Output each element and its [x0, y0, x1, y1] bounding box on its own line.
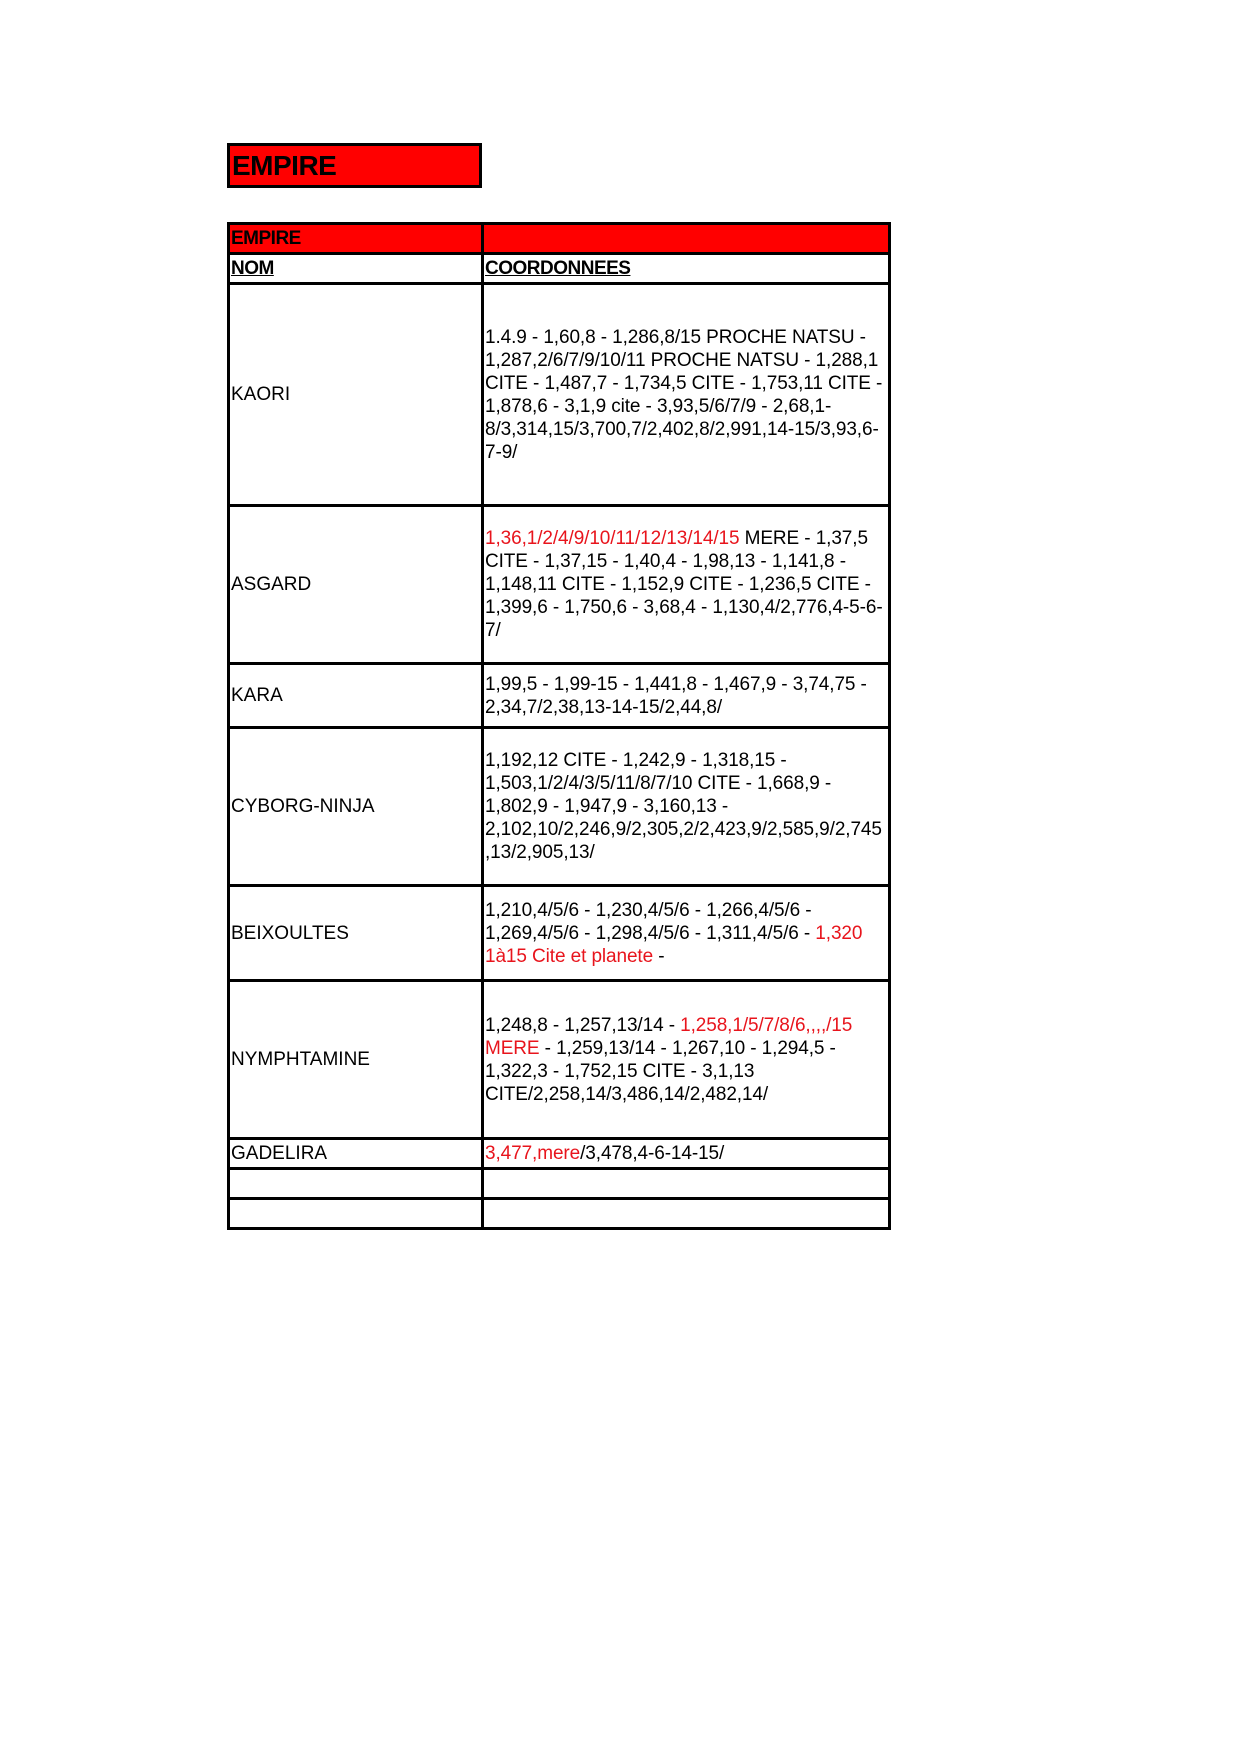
row-coords-cell[interactable] [483, 1199, 890, 1229]
row-name-cell[interactable] [229, 1169, 483, 1199]
table-row-empty [229, 1199, 890, 1229]
row-coords-cell[interactable] [483, 284, 890, 506]
row-name-cell[interactable]: ASGARD [229, 506, 483, 664]
table-row [229, 284, 890, 506]
coords-text: 1,248,8 - 1,257,13/14 - [485, 1014, 681, 1036]
row-coords-cell[interactable] [483, 1139, 890, 1169]
row-name-cell[interactable] [229, 1199, 483, 1229]
coords-trailing-text: - 1,259,13/14 - 1,267,10 - 1,294,5 - 1,322,3 - 1,752,15 CITE - 3,1,13 CITE/2,258,14/3,486,14/2,482,14/ [485, 1037, 836, 1105]
table-row [229, 981, 890, 1139]
coords-text: 1,99,5 - 1,99-15 - 1,441,8 - 1,467,9 - 3,74,75 - 2,34,7/2,38,13-14-15/2,44,8/ [485, 673, 867, 718]
row-name-cell[interactable]: CYBORG-NINJA [229, 728, 483, 886]
coords-highlight-text: 1,36,1/2/4/9/10/11/12/13/14/15 [485, 528, 740, 549]
coords-highlight-text: 3,477,mere [485, 1143, 581, 1164]
coords-text: MERE - 1,37,5 CITE - 1,37,15 - 1,40,4 - 1,98,13 - 1,141,8 - 1,148,11 CITE - 1,152,9 CITE - 1,236,5 CITE - 1,399,6 - 1,750,6 - 3,68,4 - 1,130,4/2,776,4-5-6-7/ [485, 528, 883, 641]
row-name-cell[interactable]: BEIXOULTES [229, 886, 483, 981]
table-row-empty [229, 1169, 890, 1199]
coords-text: 1,210,4/5/6 - 1,230,4/5/6 - 1,266,4/5/6 - 1,269,4/5/6 - 1,298,4/5/6 - 1,311,4/5/6 - [485, 899, 816, 944]
row-name-cell[interactable]: GADELIRA [229, 1139, 483, 1169]
table-row [229, 1139, 890, 1169]
coords-highlight-text: 1,320 1à15 Cite et planete [485, 922, 863, 967]
coords-text: /3,478,4-6-14-15/ [580, 1143, 725, 1164]
row-coords-cell[interactable] [483, 664, 890, 728]
row-coords-cell[interactable] [483, 1169, 890, 1199]
table-row [229, 886, 890, 981]
coords-text: 1.4.9 - 1,60,8 - 1,286,8/15 PROCHE NATSU - 1,287,2/6/7/9/10/11 PROCHE NATSU - 1,288,1 CITE - 1,487,7 - 1,734,5 CITE - 1,753,11 CITE - 1,878,6 - 3,1,9 cite - 3,93,5/6/7/9 - 2,68,1-8/3,314,15/3,700,7/2,402,8/2,991,14-15/3,93,6-7-9/ [485, 326, 883, 463]
column-header-name[interactable]: NOM [229, 254, 483, 284]
section-header-empty-cell[interactable] [483, 224, 890, 254]
table-row [229, 506, 890, 664]
empire-table [227, 222, 891, 1230]
section-header-row [229, 224, 890, 254]
section-header-cell[interactable]: EMPIRE [229, 224, 483, 254]
table-row [229, 728, 890, 886]
row-coords-cell[interactable] [483, 728, 890, 886]
sheet-title: EMPIRE [227, 143, 482, 188]
table-row [229, 664, 890, 728]
coords-highlight-text: 1,258,1/5/7/8/6,,,,/15 MERE [485, 1014, 853, 1059]
row-coords-cell[interactable] [483, 506, 890, 664]
column-header-row [229, 254, 890, 284]
column-header-coords[interactable]: COORDONNEES [483, 254, 890, 284]
row-name-cell[interactable]: KARA [229, 664, 483, 728]
row-name-cell[interactable]: NYMPHTAMINE [229, 981, 483, 1139]
row-coords-cell[interactable] [483, 981, 890, 1139]
coords-trailing-text: - [653, 945, 665, 967]
row-name-cell[interactable]: KAORI [229, 284, 483, 506]
row-coords-cell[interactable] [483, 886, 890, 981]
coords-text: 1,192,12 CITE - 1,242,9 - 1,318,15 - 1,503,1/2/4/3/5/11/8/7/10 CITE - 1,668,9 - 1,802,9 - 1,947,9 - 3,160,13 - 2,102,10/2,246,9/2,305,2/2,423,9/2,585,9/2,745,13/2,905,13/ [485, 750, 882, 863]
